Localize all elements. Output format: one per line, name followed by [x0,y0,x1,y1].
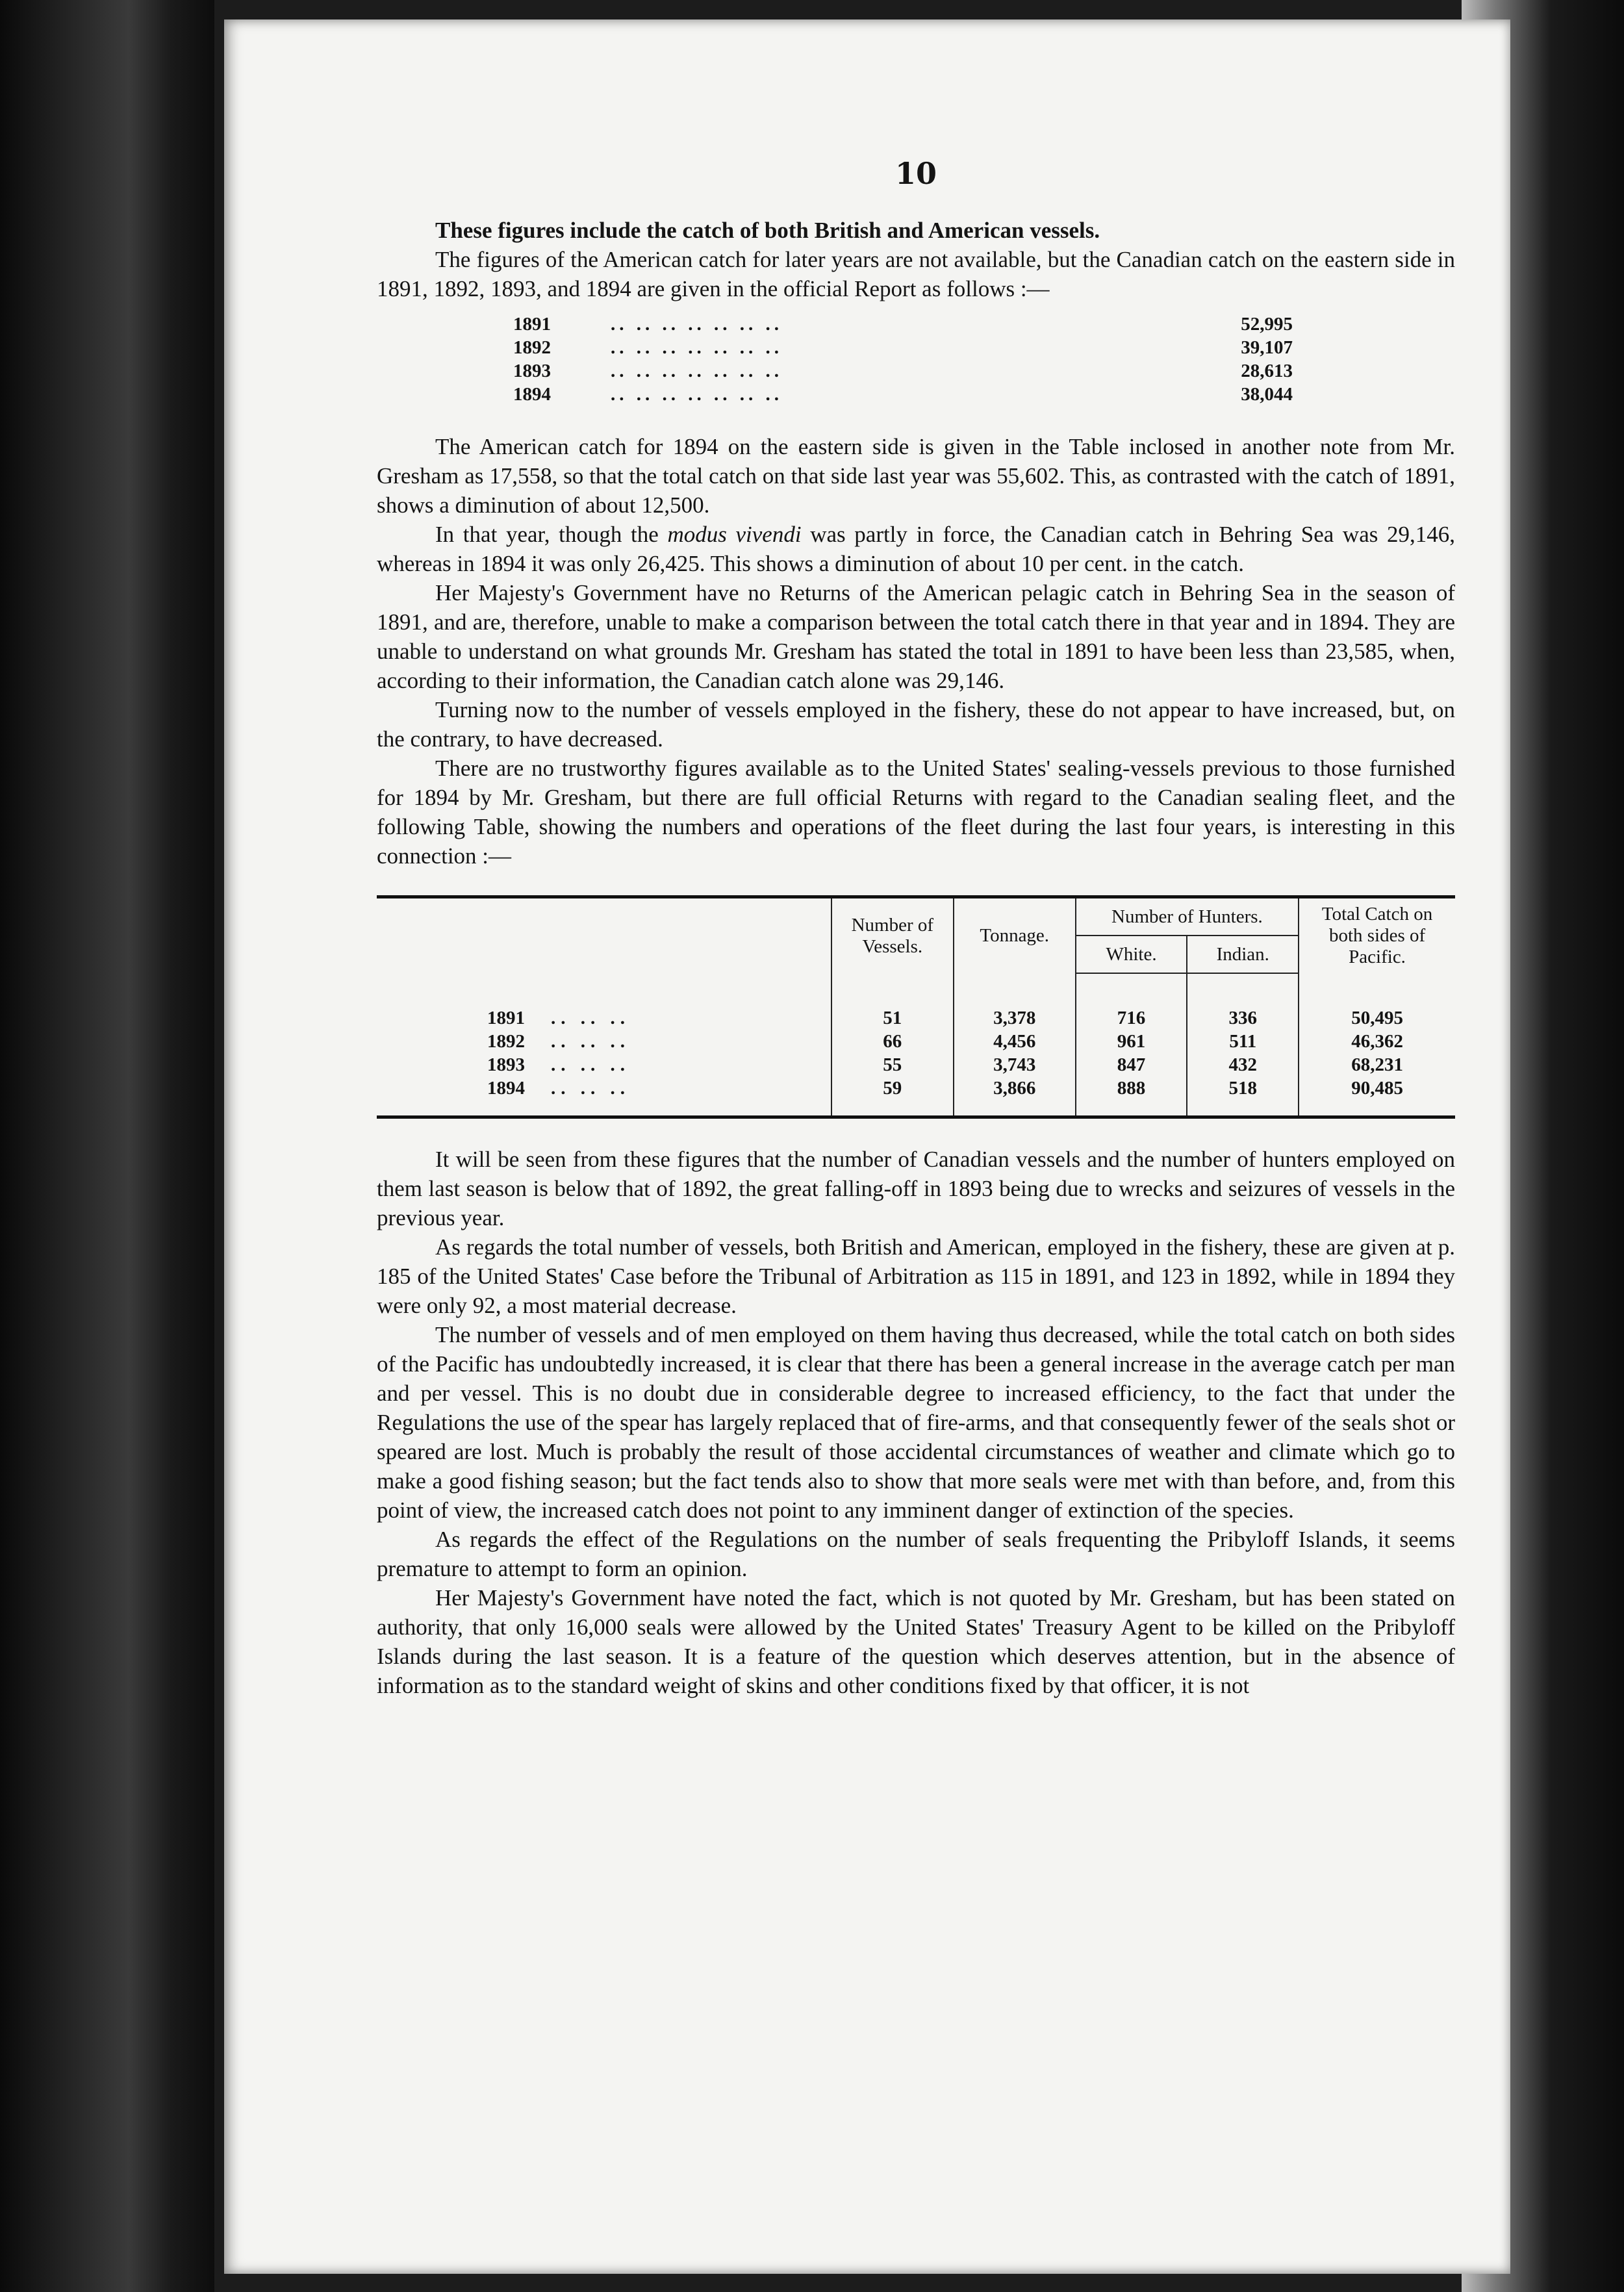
page-content [377,156,1455,1700]
header-vessels: Number of Vessels. [831,897,954,974]
catch-value: 38,044 [1241,384,1293,405]
catch-value: 52,995 [1241,314,1293,335]
row-indian: 511 [1187,1030,1299,1053]
row-tonnage: 4,456 [954,1030,1076,1053]
catch-year: 1893 [513,361,551,381]
dot-leader: .. .. .. [551,1031,630,1052]
row-vessels: 66 [831,1030,954,1053]
table-row [377,1030,1455,1053]
sealing-fleet-table [377,895,1455,1119]
paragraph-9: As regards the total number of vessels, both British and American, employed in the fishery, these are given at p. 185 of the United States' Case before the Tribunal of Arbitration as 115 in 1891, and 123 in 1892, while in 1894 they were only 92, a most material decrease. [377,1234,1455,1318]
paragraph-8: It will be seen from these figures that the number of Canadian vessels and the number of hunters employed on them last season is below that of 1892, the great falling-off in 1893 being due to wrecks and seizures of vessels in the previous year. [377,1147,1455,1230]
dot-leader: .. .. .. [551,1078,630,1099]
paragraph-5: Her Majesty's Government have no Returns of the American pelagic catch in Behring Sea in the season of 1891, and are, therefore, unable to make a comparison between the total catch there in that year and in 1894. They are unable to understand on what grounds Mr. Gresham has stated the total in 1891 to have been less than 23,585, when, according to their information, the Canadian catch alone was 29,146. [377,580,1455,693]
row-white: 716 [1076,973,1187,1030]
row-indian: 432 [1187,1053,1299,1076]
header-hunters: Number of Hunters. [1076,897,1299,936]
dot-leader: .. .. .. .. .. .. .. [611,384,783,405]
dot-leader: .. .. .. .. .. .. .. [611,314,783,335]
row-white: 847 [1076,1053,1187,1076]
header-indian: Indian. [1187,936,1299,973]
row-indian: 336 [1187,973,1299,1030]
paragraph-12: Her Majesty's Government have noted the fact, which is not quoted by Mr. Gresham, but has been stated on authority, that only 16,000 seals were allowed by the United States' Treasury Agent to be killed on the Pribyloff Islands during the last season. It is a feature of the question which deserves attention, but in the absence of information as to the standard weight of skins and other conditions fixed by that officer, it is not [377,1585,1455,1698]
dot-leader: .. .. .. .. .. .. .. [611,361,783,381]
paragraph-10: The number of vessels and of men employed on them having thus decreased, while the total catch on both sides of the Pacific has undoubtedly increased, it is clear that there has been a general increase in the average catch per man and per vessel. This is no doubt due in considerable degree to increased efficiency, to the fact that under the Regulations the use of the spear has largely replaced that of fire-arms, and that consequently fewer of the seals shot or speared are lost. Much is probably the result of those accidental circumstances of weather and climate which go to make a good fishing season; but the fact tends also to show that more seals were met with than before, and, from this point of view, the increased catch does not point to any imminent danger of extinction of the species. [377,1322,1455,1523]
dot-leader: .. .. .. .. .. .. .. [611,337,783,358]
row-year: 1893 .. .. .. [487,1054,630,1075]
header-tonnage: Tonnage. [954,897,1076,974]
row-tonnage: 3,743 [954,1053,1076,1076]
catch-year: 1892 [513,337,551,358]
catch-year: 1891 [513,314,551,335]
row-white: 961 [1076,1030,1187,1053]
row-vessels: 55 [831,1053,954,1076]
row-total: 68,231 [1299,1053,1455,1076]
paragraph-4-start: In that year, though the [435,522,668,547]
table-row [377,1076,1455,1117]
catch-row [513,336,1293,359]
table-row [377,1053,1455,1076]
header-total-catch: Total Catch on both sides of Pacific. [1299,897,1455,974]
catch-value: 28,613 [1241,361,1293,381]
dot-leader: .. .. .. [551,1007,630,1028]
row-year: 1891 .. .. .. [487,1007,630,1028]
row-white: 888 [1076,1076,1187,1117]
paragraph-3: The American catch for 1894 on the eastern side is given in the Table inclosed in another note from Mr. Gresham as 17,558, so that the total catch on that side last year was 55,602. This, as contrasted with the catch of 1891, shows a diminution of about 12,500. [377,434,1455,518]
paragraph-1: These figures include the catch of both British and American vessels. [435,218,1100,243]
canadian-catch-list [513,312,1293,406]
row-total: 50,495 [1299,973,1455,1030]
row-total: 46,362 [1299,1030,1455,1053]
catch-year: 1894 [513,384,551,405]
table-row [377,973,1455,1030]
row-year: 1892 .. .. .. [487,1031,630,1052]
paragraph-11: As regards the effect of the Regulations on the number of seals frequenting the Pribyloff Islands, it seems premature to attempt to form an opinion. [377,1527,1455,1581]
page-number: 10 [894,156,937,191]
catch-row [513,383,1293,406]
catch-row [513,359,1293,383]
row-vessels: 59 [831,1076,954,1117]
row-tonnage: 3,866 [954,1076,1076,1117]
row-indian: 518 [1187,1076,1299,1117]
modus-vivendi-phrase: modus vivendi [667,522,802,547]
table-header-blank [377,897,831,974]
paragraph-7: There are no trustworthy figures available as to the United States' sealing-vessels previous to those furnished for 1894 by Mr. Gresham, but there are full official Returns with regard to the Canadian sealing fleet, and the following Table, showing the numbers and operations of the fleet during the last four years, is interesting in this connection :— [377,756,1455,869]
row-total: 90,485 [1299,1076,1455,1117]
row-vessels: 51 [831,973,954,1030]
catch-row [513,312,1293,336]
header-white: White. [1076,936,1187,973]
paragraph-6: Turning now to the number of vessels employed in the fishery, these do not appear to have increased, but, on the contrary, to have decreased. [377,697,1455,752]
paragraph-2: The figures of the American catch for later years are not available, but the Canadian catch on the eastern side in 1891, 1892, 1893, and 1894 are given in the official Report as follows :— [377,247,1455,301]
book-binding-left [0,0,214,2292]
row-year: 1894 .. .. .. [487,1078,630,1099]
row-tonnage: 3,378 [954,973,1076,1030]
catch-value: 39,107 [1241,337,1293,358]
paragraph-4 [377,520,1455,578]
dot-leader: .. .. .. [551,1054,630,1075]
paragraph-4-end: was partly in force, the Canadian catch in Behring Sea was 29,146, whereas in 1894 it was only 26,425. This shows a diminution of about 10 per cent. in the catch. [377,522,1455,576]
